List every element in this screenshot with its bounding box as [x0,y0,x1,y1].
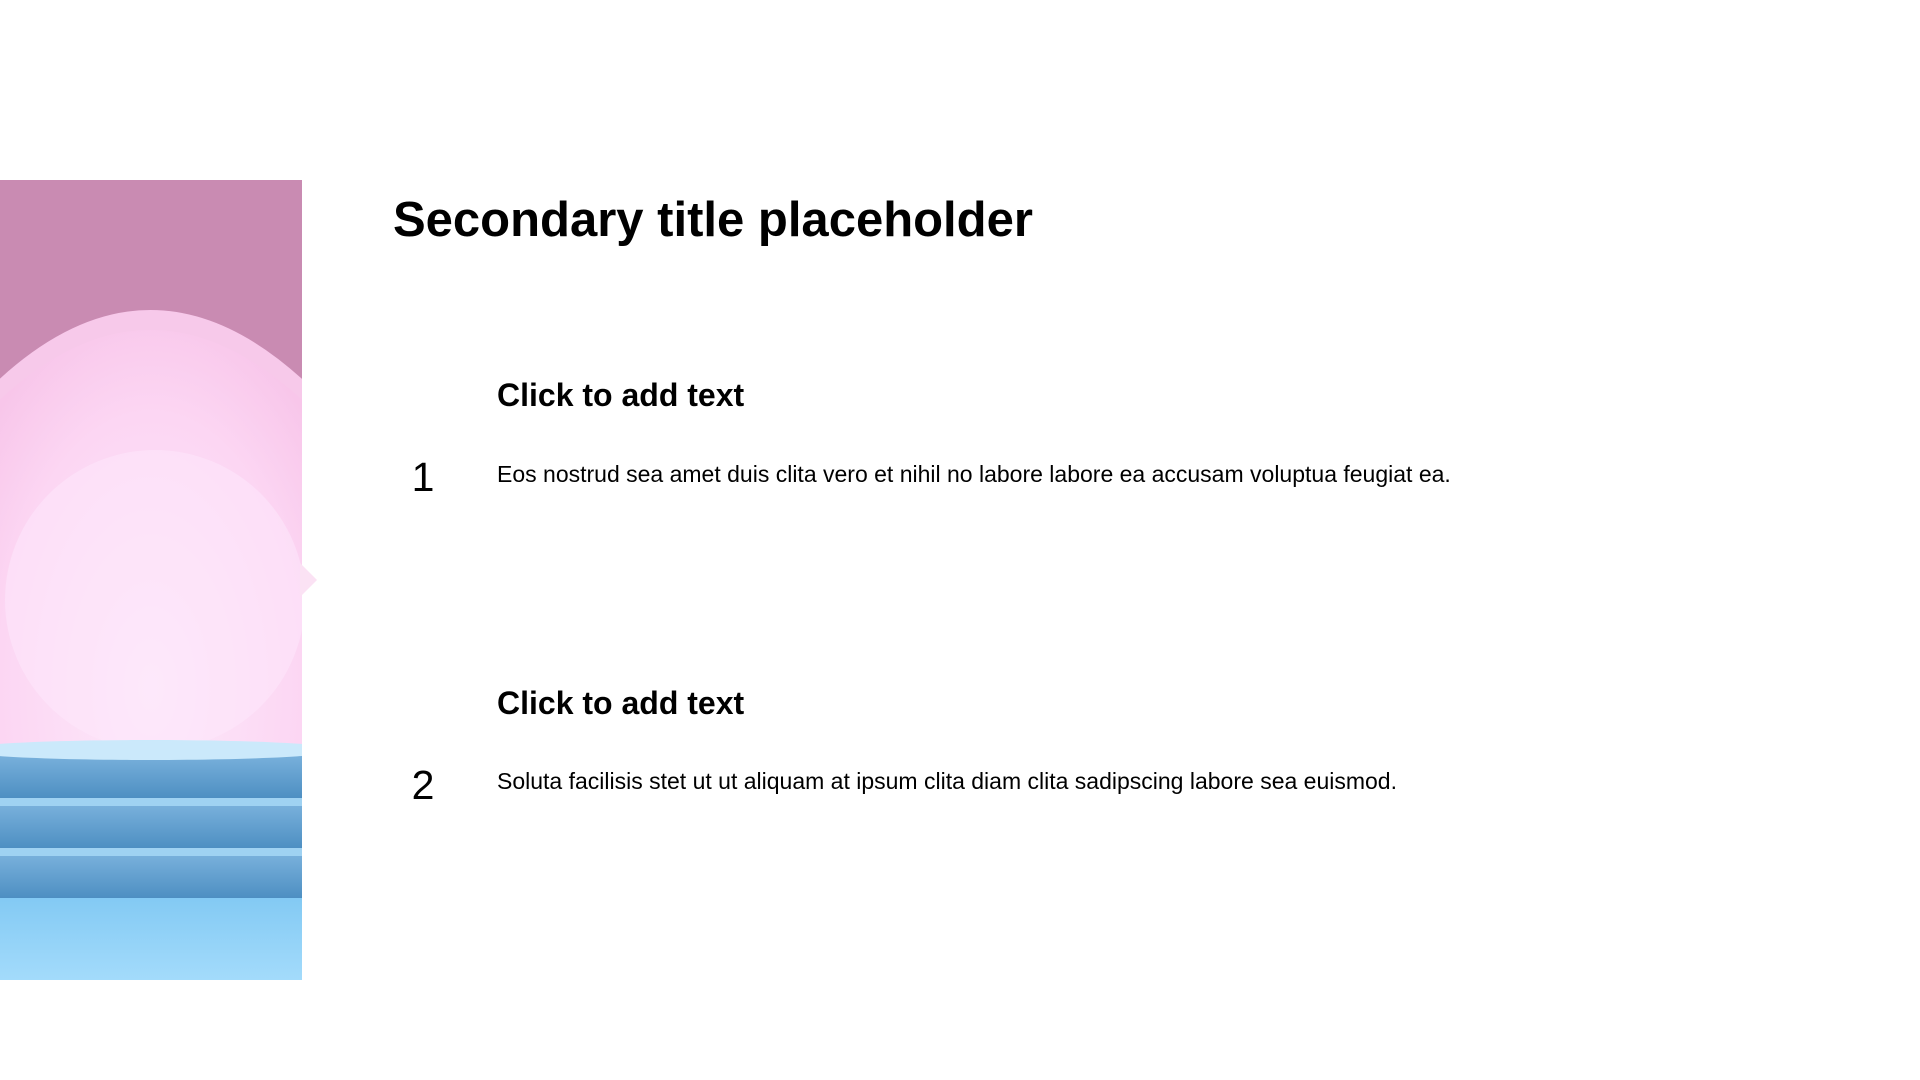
podium-top [0,740,302,760]
podium-tier-2-top [0,798,302,806]
arch-glow [5,450,302,750]
illustration-svg [0,180,302,980]
panel-notch [300,563,317,597]
item-number-2: 2 [411,762,435,808]
slide-title[interactable]: Secondary title placeholder [393,193,1033,247]
item-body-2[interactable]: Soluta facilisis stet ut ut aliquam at ipsum clita diam clita sadipscing labore sea euismod. [497,768,1397,794]
item-number-1: 1 [411,454,435,500]
item-heading-1[interactable]: Click to add text [497,377,745,413]
podium-tier-3-top [0,848,302,856]
podium-arch-illustration [0,180,302,980]
item-body-1[interactable]: Eos nostrud sea amet duis clita vero et nihil no labore labore ea accusam voluptua feugiat ea. [497,461,1451,487]
item-heading-2[interactable]: Click to add text [497,685,745,721]
